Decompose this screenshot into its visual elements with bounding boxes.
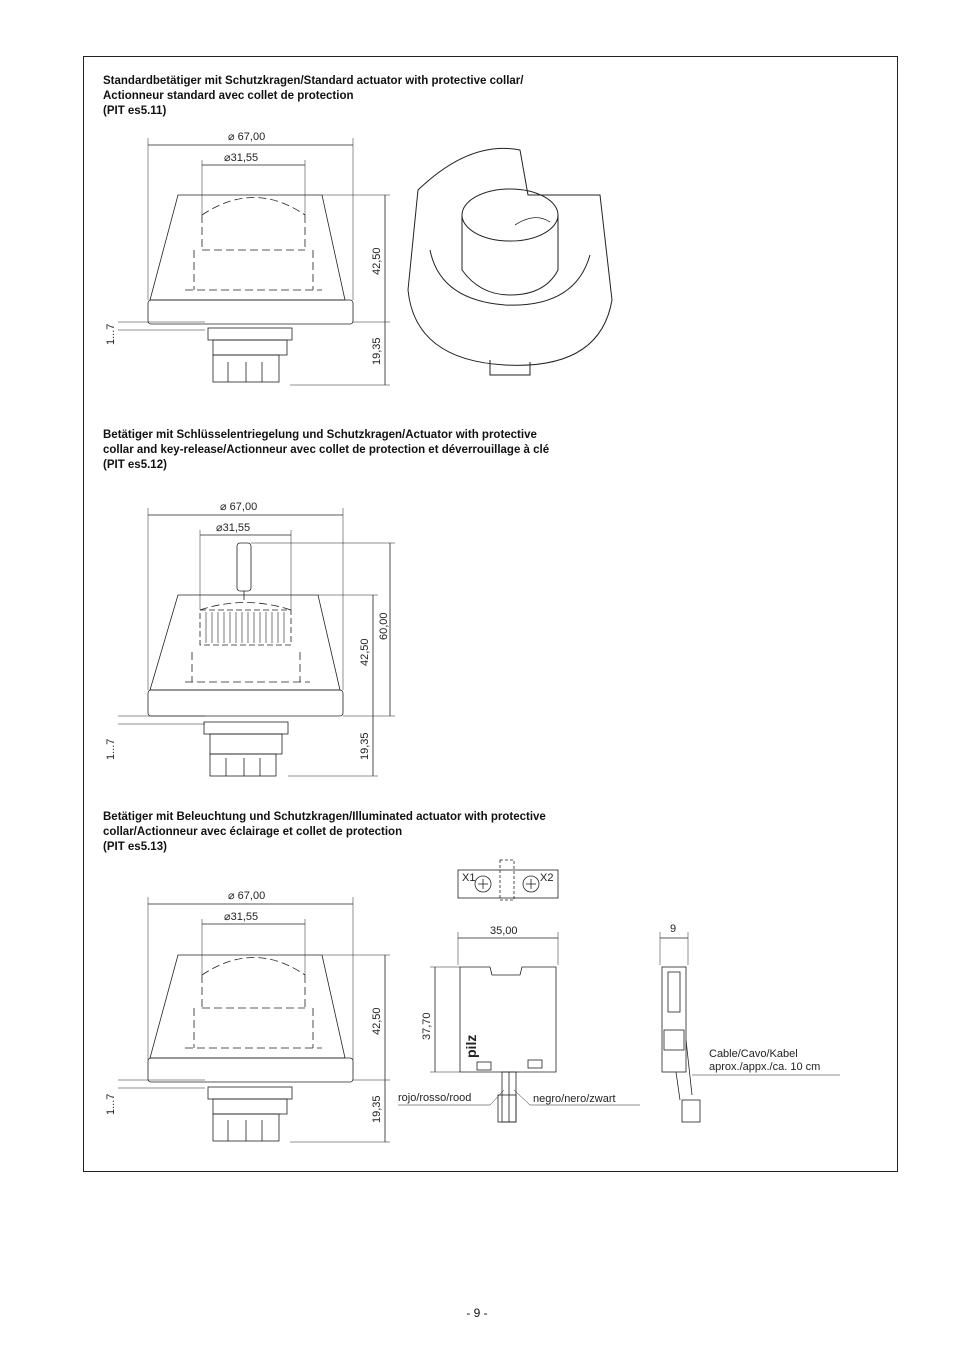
section-2-title-line-2: collar and key-release/Actionneur avec collet de protection et déverrouillage à clé — [103, 444, 550, 456]
isometric-view-actuator — [408, 148, 612, 375]
dim-inner-diameter-3: ⌀31,55 — [224, 911, 259, 923]
led-module-side-view — [660, 932, 840, 1122]
section-1-title-line-3: (PIT es5.11) — [103, 105, 167, 117]
section-1-title-line-1: Standardbetätiger mit Schutzkragen/Standard actuator with protective collar/ — [103, 75, 524, 87]
page-number: - 9 - — [466, 1306, 488, 1320]
dim-height-2: 42,50 — [359, 638, 371, 666]
section-2-title-line-1: Betätiger mit Schlüsselentriegelung und Schutzkragen/Actuator with protective — [103, 429, 537, 441]
wire-black-label: negro/nero/zwart — [533, 1093, 616, 1105]
section-2-title-line-3: (PIT es5.12) — [103, 459, 167, 471]
section-1-title-line-2: Actionneur standard avec collet de protection — [103, 90, 354, 102]
dim-outer-diameter-3: ⌀ 67,00 — [228, 890, 266, 902]
dim-collar-1: 1...7 — [105, 323, 117, 345]
section-3-title-line-3: (PIT es5.13) — [103, 841, 167, 853]
dim-inner-diameter-2: ⌀31,55 — [216, 522, 251, 534]
dim-collar-2: 1...7 — [105, 738, 117, 760]
pilz-logo: pilz — [463, 1034, 479, 1058]
drawing-illuminated-actuator — [118, 897, 390, 1142]
dim-inner-diameter-1: ⌀31,55 — [224, 152, 259, 164]
cable-label-line-2: aprox./appx./ca. 10 cm — [709, 1061, 821, 1073]
dim-base-3: 19,35 — [371, 1095, 383, 1123]
dim-module-height: 37,70 — [421, 1012, 433, 1040]
dim-base-1: 19,35 — [371, 337, 383, 365]
dim-height-1: 42,50 — [371, 247, 383, 275]
section-3-title-line-1: Betätiger mit Beleuchtung und Schutzkragen/Illuminated actuator with protective — [103, 811, 546, 823]
section-3-title-line-2: collar/Actionneur avec éclairage et collet de protection — [103, 826, 403, 838]
dim-module-width: 35,00 — [490, 925, 518, 937]
dim-collar-3: 1...7 — [105, 1093, 117, 1115]
dim-outer-diameter-2: ⌀ 67,00 — [220, 501, 258, 513]
dim-total-2: 60,00 — [378, 612, 390, 640]
dim-outer-diameter-1: ⌀ 67,00 — [228, 131, 266, 143]
terminal-x1-label: X1 — [462, 872, 476, 884]
terminal-x2-label: X2 — [540, 872, 554, 884]
drawing-standard-actuator — [118, 138, 390, 385]
cable-label-line-1: Cable/Cavo/Kabel — [709, 1048, 798, 1060]
drawing-key-release-actuator — [118, 508, 395, 776]
dim-module-depth: 9 — [670, 923, 677, 935]
dim-height-3: 42,50 — [371, 1007, 383, 1035]
wire-red-label: rojo/rosso/rood — [398, 1092, 472, 1104]
dim-base-2: 19,35 — [359, 732, 371, 760]
